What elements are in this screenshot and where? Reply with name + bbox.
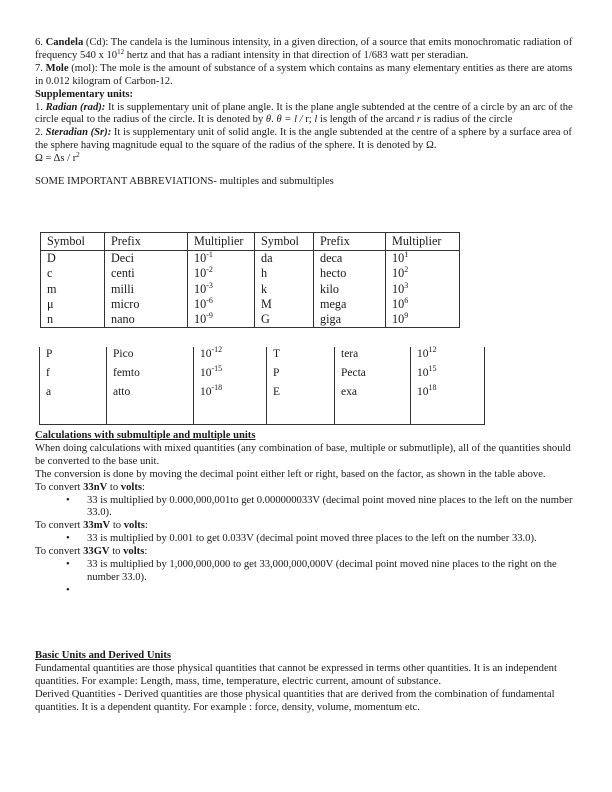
header-symbol: Symbol (41, 233, 105, 251)
header-multiplier: Multiplier (188, 233, 255, 251)
calculations-heading: Calculations with submultiple and multiple units (35, 430, 256, 441)
basic-units-paragraph-1: Fundamental quantities are those physical quantities that cannot be expressed in terms other quantities. It is an independent quantities. For example: Length, mass, time, temperature, electric current, amount of substance. (35, 662, 557, 687)
list-item: • 33 is multiplied by 0.000,000,001to get 0.000000033V (decimal point moved nine places to the left on the number 33.0). (66, 494, 573, 519)
table-row: m milli $10^{-3}$ k kilo $10^3$ (41, 282, 460, 297)
empty-list-item (35, 585, 580, 598)
basic-units-heading: Basic Units and Derived Units (35, 650, 171, 661)
list-item: • 33 is multiplied by 1,000,000,000 to get 33,000,000,000V (decimal point moved nine places to the right on the number 33.0). (66, 559, 557, 583)
table-empty-row (40, 404, 485, 425)
header-multiplier: Multiplier (386, 233, 460, 251)
calculations-paragraph-2: The conversion is done by moving the decimal point either left or right, based on the factor, as shown in the table above. (35, 468, 546, 480)
radian-definition: 1. Radian (rad): It is supplementary unit of plane angle. It is the plane angle subtended at the centre of a circle by an arc of the circle equal to the radius of the circle. It is denoted by θ. θ = l / r; l is length of the arcand r is radius of the circle (35, 101, 573, 126)
list-item: • 33 is multiplied by 0.001 to get 0.033V (decimal point moved three places to the left on the number 33.0). (66, 533, 537, 545)
table-row: a atto $10^{-18}$ E exa $10^{18}$ (40, 385, 485, 404)
example-nv-list (35, 495, 580, 521)
mole-definition: 7. Mole (mol): The mole is the amount of substance of a system which contains as many elementary entities as there are atoms in 0.012 kilogram of Carbon-12. (35, 62, 573, 87)
example-mv-heading: To convert 33mV to volts: (35, 520, 148, 532)
table-header-row (41, 233, 460, 251)
calculations-paragraph-1: When doing calculations with mixed quantities (any combination of base, multiple or submutliple), all of the quantities should be converted to the base unit. (35, 442, 571, 467)
bullet-icon: • (66, 584, 70, 596)
calculations-section (35, 430, 580, 598)
abbreviations-table-bottom (39, 347, 485, 425)
table-row: P Pico $10^{-12}$ T tera $10^{12}$ (40, 347, 485, 366)
table-row: c centi $10^{-2}$ h hecto $10^2$ (41, 266, 460, 281)
abbreviations-caption: SOME IMPORTANT ABBREVIATIONS- multiples and submultiples (35, 176, 334, 188)
header-symbol: Symbol (255, 233, 314, 251)
table-row: D Deci $10^{-1}$ da deca $10^1$ (41, 251, 460, 267)
candela-definition: 6. Candela (Cd): The candela is the luminous intensity, in a given direction, of a source that emits monochromatic radiation of frequency 540 x $10^{12}$ hertz and that has a radiant intensity in that direction of 1/683 watt per steradian. (35, 37, 573, 61)
steradian-formula: $\Omega = \Delta s / r^2$ (35, 151, 80, 165)
basic-units-paragraph-2: Derived Quantities - Derived quantities are those physical quantities that are derived from the combination of fundamental quantities. It is a dependent quantity. For example : force, density, volume, momentum etc. (35, 688, 555, 713)
steradian-definition: 2. Steradian (Sr): It is supplementary unit of solid angle. It is the angle subtended at the centre of a sphere by a surface area of the sphere having magnitude equal to the square of the radius of the sphere. It is denoted by Ω. (35, 127, 572, 152)
example-nv-heading: To convert 33nV to volts: (35, 481, 145, 493)
header-prefix: Prefix (314, 233, 386, 251)
table-row: f femto $10^{-15}$ P Pecta $10^{15}$ (40, 366, 485, 385)
candela-term: Candela (45, 37, 84, 48)
example-mv-list (35, 533, 580, 546)
mole-term: Mole (45, 62, 69, 74)
header-prefix: Prefix (105, 233, 188, 251)
example-gv-heading: To convert 33GV to volts: (35, 546, 148, 558)
table-row: μ micro $10^{-6}$ M mega $10^6$ (41, 297, 460, 312)
abbreviations-table-top (40, 232, 460, 328)
bullet-icon: • (66, 533, 70, 545)
example-gv-list (35, 559, 580, 598)
bullet-icon: • (66, 559, 70, 571)
supplementary-heading: Supplementary units: (35, 88, 134, 100)
definitions-section (35, 37, 575, 189)
radian-term: Radian (rad): (45, 101, 106, 113)
bullet-icon: • (66, 494, 70, 506)
basic-units-section (35, 650, 580, 715)
table-row: n nano $10^{-9}$ G giga $10^9$ (41, 312, 460, 328)
steradian-term: Steradian (Sr): (45, 127, 112, 139)
